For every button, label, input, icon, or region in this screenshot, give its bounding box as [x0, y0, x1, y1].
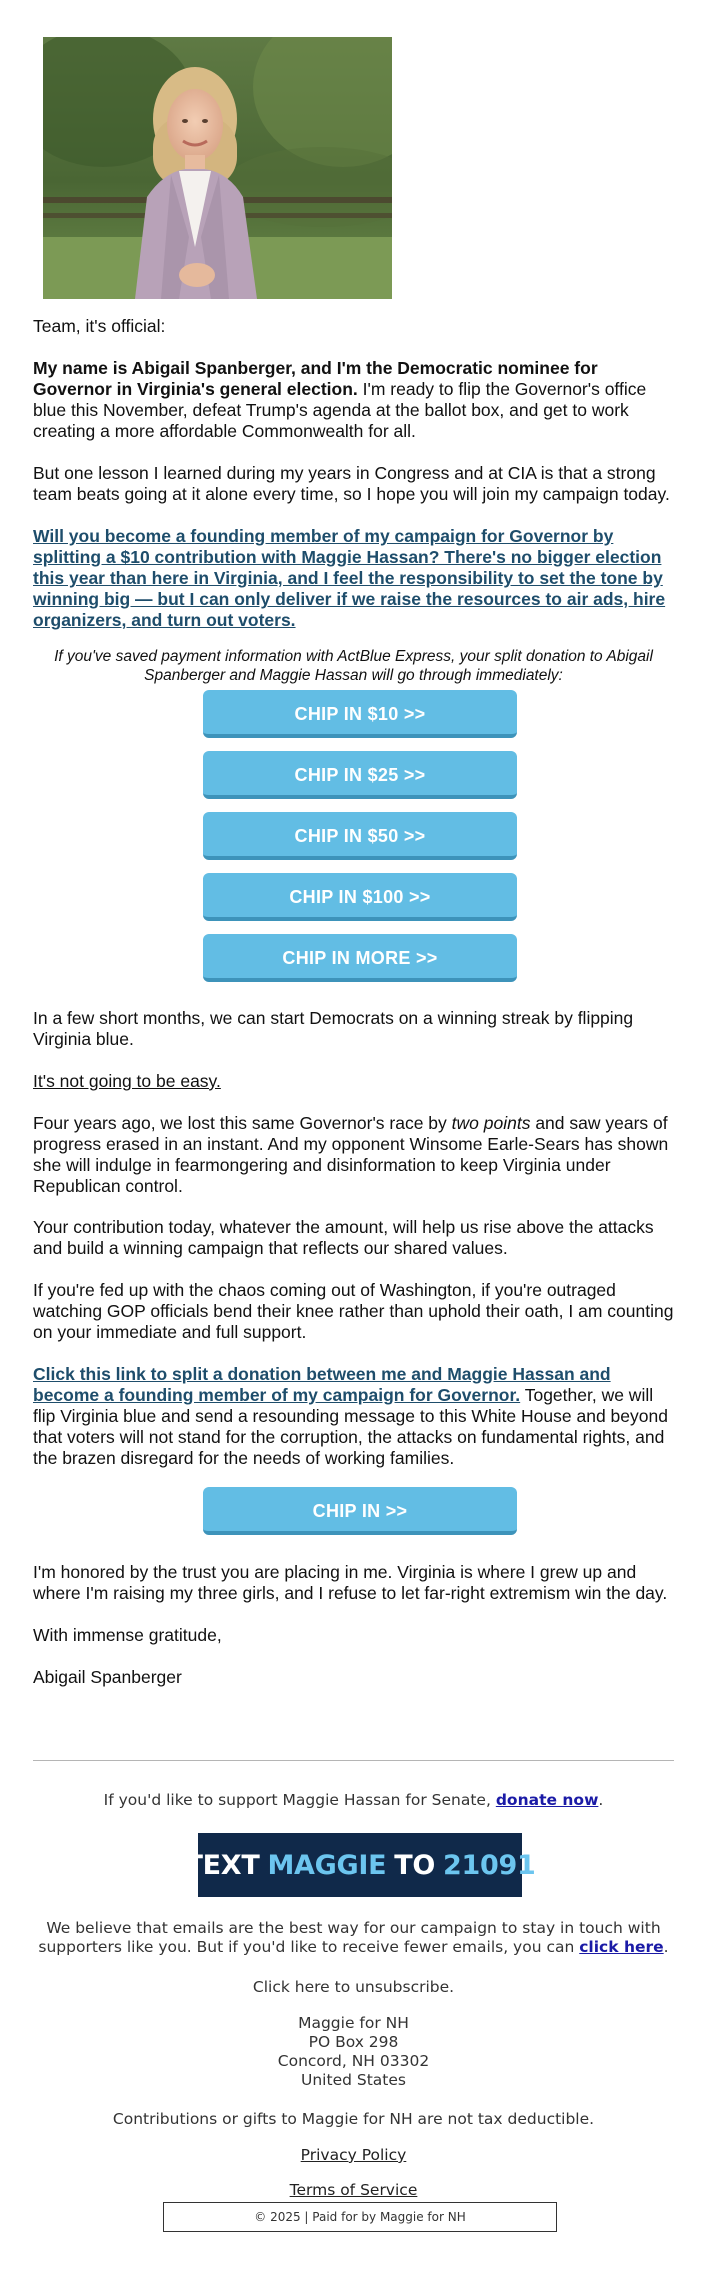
- unsubscribe-link[interactable]: Click here to unsubscribe.: [252, 1978, 455, 1996]
- footer-divider: [33, 1760, 674, 1761]
- donate-now-link[interactable]: donate now: [495, 1791, 599, 1809]
- support-end: .: [598, 1791, 604, 1809]
- emails-text: We believe that emails are the best way for our campaign to stay in touch with supporters like you. But if you'd like to receive fewer emails, you can: [38, 1919, 661, 1956]
- paragraph-four-years: [33, 1113, 674, 1197]
- address-line-1: Maggie for NH: [298, 2014, 409, 2032]
- paragraph-honored: I'm honored by the trust you are placing in me. Virginia is where I grew up and where I'm raising my three girls, and I refuse to let far-right extremism win the day.: [33, 1562, 668, 1603]
- paid-for-disclaimer: © 2025 | Paid for by Maggie for NH: [163, 2202, 557, 2232]
- paragraph-winning-streak: In a few short months, we can start Democrats on a winning streak by flipping Virginia blue.: [33, 1008, 634, 1049]
- tax-disclaimer: Contributions or gifts to Maggie for NH are not tax deductible.: [112, 2110, 595, 2128]
- address-line-4: United States: [301, 2071, 406, 2089]
- paragraph-contribution: Your contribution today, whatever the amount, will help us rise above the attacks and build a winning campaign that reflects our shared values.: [33, 1217, 654, 1258]
- paragraph-fed-up: If you're fed up with the chaos coming out of Washington, if you're outraged watching GOP officials bend their knee rather than uphold their oath, I am counting on your immediate and full support.: [33, 1280, 674, 1342]
- privacy-policy-link[interactable]: Privacy Policy: [300, 2146, 407, 2164]
- text-short-code: 21091: [443, 1849, 536, 1881]
- support-line: [33, 1791, 674, 1810]
- paragraph-split-donation: [33, 1364, 674, 1469]
- nominee-rest-text: I'm ready to flip the Governor's office blue this November, defeat Trump's agenda at the ballot box, and get to work creating a more affordable Commonwealth for all.: [33, 379, 647, 441]
- terms-of-service-link[interactable]: Terms of Service: [289, 2181, 418, 2199]
- not-easy-text: It's not going to be easy.: [33, 1071, 221, 1091]
- support-text: If you'd like to support Maggie Hassan for Senate,: [103, 1791, 496, 1809]
- emails-end: .: [663, 1938, 669, 1956]
- chip-in-100-button[interactable]: CHIP IN $100 >>: [203, 873, 517, 921]
- closing-gratitude: With immense gratitude,: [33, 1625, 222, 1645]
- text-to: TO: [394, 1849, 436, 1881]
- text-word: TEXT: [184, 1849, 260, 1881]
- chip-in-50-button[interactable]: CHIP IN $50 >>: [203, 812, 517, 860]
- address-line-3: Concord, NH 03302: [277, 2052, 430, 2070]
- paragraph-team: But one lesson I learned during my years in Congress and at CIA is that a strong team beats going at it alone every time, so I hope you will join my campaign today.: [33, 463, 670, 504]
- actblue-express-note: If you've saved payment information with ActBlue Express, your split donation to Abigail Spanberger and Maggie Hassan will go through immediately:: [54, 648, 653, 684]
- split-donation-link[interactable]: Click this link to split a donation between me and Maggie Hassan and become a founding member of my campaign for Governor.: [33, 1364, 611, 1405]
- fewer-emails-link[interactable]: click here: [579, 1938, 664, 1956]
- address-line-2: PO Box 298: [308, 2033, 399, 2051]
- text-keyword: MAGGIE: [267, 1849, 387, 1881]
- intro-text: Team, it's official:: [33, 316, 166, 336]
- founding-member-link[interactable]: Will you become a founding member of my campaign for Governor by splitting a $10 contribution with Maggie Hassan? There's no bigger election this year than here in Virginia, and I feel the responsibility to set the tone by winning big — but I can only deliver if we raise the resources to air ads, hire organizers, and turn out voters.: [33, 526, 666, 630]
- text-maggie-banner[interactable]: [184, 1833, 536, 1897]
- paragraph-nominee: [33, 358, 674, 442]
- fewer-emails-line: [33, 1919, 674, 1957]
- candidate-photo: [43, 37, 392, 299]
- nominee-bold-text: My name is Abigail Spanberger, and I'm the Democratic nominee for Governor in Virginia's general election.: [33, 358, 598, 399]
- mailing-address: [33, 2014, 674, 2090]
- split-donation-rest: Together, we will flip Virginia blue and send a resounding message to this White House and beyond that voters will not stand for the corruption, the attacks on fundamental rights, and the brazen disregard for the needs of working families.: [33, 1385, 668, 1468]
- chip-in-more-button[interactable]: CHIP IN MORE >>: [203, 934, 517, 982]
- chip-in-10-button[interactable]: CHIP IN $10 >>: [203, 690, 517, 738]
- two-points-text: two points: [451, 1113, 531, 1133]
- four-years-b: and saw years of progress erased in an instant. And my opponent Winsome Earle-Sears has shown she will indulge in fearmongering and disinformation to keep Virginia under Republican control.: [33, 1113, 669, 1196]
- four-years-a: Four years ago, we lost this same Governor's race by: [33, 1113, 452, 1133]
- chip-in-25-button[interactable]: CHIP IN $25 >>: [203, 751, 517, 799]
- signature-name: Abigail Spanberger: [33, 1667, 182, 1687]
- chip-in-button[interactable]: CHIP IN >>: [203, 1487, 517, 1535]
